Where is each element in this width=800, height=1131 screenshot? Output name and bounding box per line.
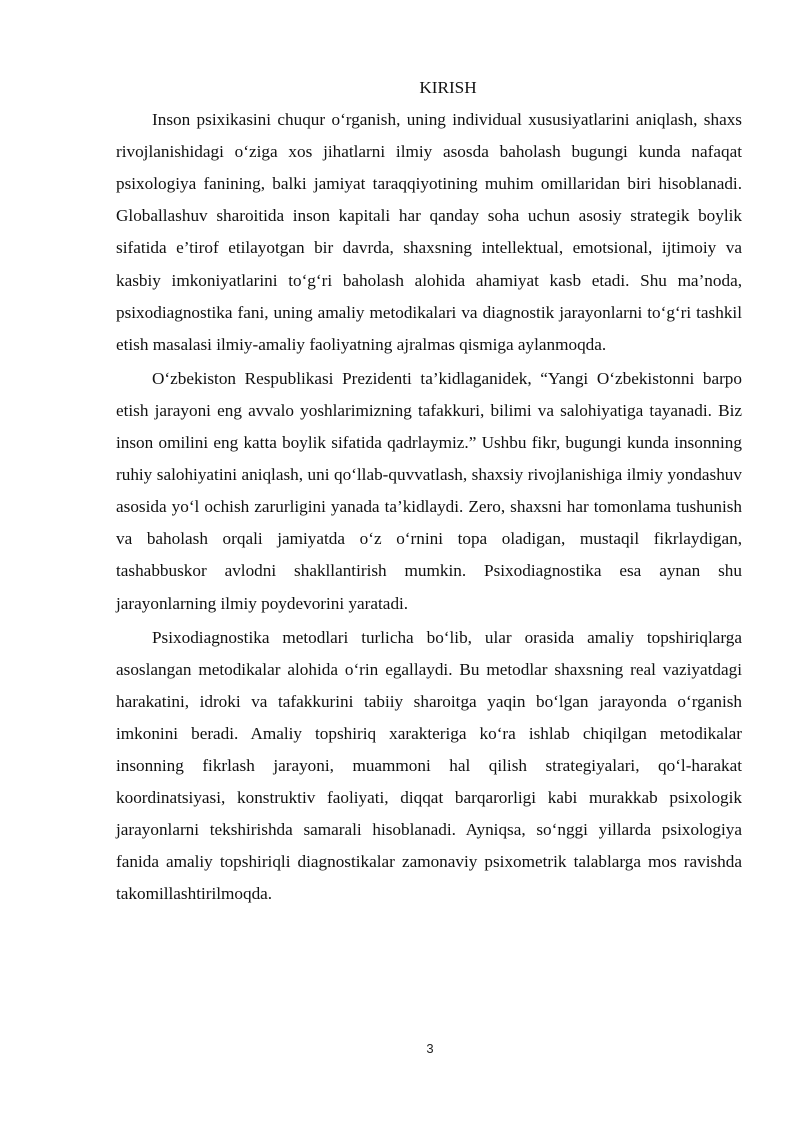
- page-content: [116, 72, 742, 912]
- page-number: 3: [426, 1041, 434, 1056]
- paragraph: Inson psixikasini chuqur o‘rganish, uning individual xususiyatlarini aniqlash, shaxs rivojlanishidagi o‘ziga xos jihatlarni ilmiy asosda baholash bugungi kunda nafaqat psixologiya fanining, balki jamiyat taraqqiyotining muhim omillaridan biri hisoblanadi. Globallashuv sharoitida inson kapitali har qanday soha uchun asosiy strategik boylik sifatida e’tirof etilayotgan bir davrda, shaxsning intellektual, emotsional, ijtimoiy va kasbiy imkoniyatlarini to‘g‘ri baholash alohida ahamiyat kasb etadi. Shu ma’noda, psixodiagnostika fani, uning amaliy metodikalari va diagnostik jarayonlarni to‘g‘ri tashkil etish masalasi ilmiy-amaliy faoliyatning ajralmas qismiga aylanmoqda.: [116, 110, 742, 354]
- section-title: KIRISH: [419, 78, 477, 97]
- paragraph: Psixodiagnostika metodlari turlicha bo‘lib, ular orasida amaliy topshiriqlarga asoslangan metodikalar alohida o‘rin egallaydi. Bu metodlar shaxsning real vaziyatdagi harakatini, idroki va tafakkurini tabiiy sharoitga yaqin bo‘lgan jarayonda o‘rganish imkonini beradi. Amaliy topshiriq xarakteriga ko‘ra ishlab chiqilgan metodikalar insonning fikrlash jarayoni, muammoni hal qilish strategiyalari, qo‘l-harakat koordinatsiyasi, konstruktiv faoliyati, diqqat barqarorligi kabi murakkab psixologik jarayonlarni tekshirishda samarali hisoblanadi. Ayniqsa, so‘nggi yillarda psixologiya fanida amaliy topshiriqli diagnostikalar zamonaviy psixometrik talablarga mos ravishda takomillashtirilmoqda.: [116, 627, 742, 904]
- paragraph: O‘zbekiston Respublikasi Prezidenti ta’kidlaganidek, “Yangi O‘zbekistonni barpo etish jarayoni eng avvalo yoshlarimizning tafakkuri, bilimi va salohiyatiga tayanadi. Biz inson omilini eng katta boylik sifatida qadrlaymiz.” Ushbu fikr, bugungi kunda insonning ruhiy salohiyatini aniqlash, uni qo‘llab-quvvatlash, shaxsiy rivojlanishiga ilmiy yondashuv asosida yo‘l ochish zarurligini yanada ta’kidlaydi. Zero, shaxsni har tomonlama tushunish va baholash orqali jamiyatda o‘z o‘rnini topa oladigan, mustaqil fikrlaydigan, tashabbuskor avlodni shakllantirish mumkin. Psixodiagnostika esa aynan shu jarayonlarning ilmiy poydevorini yaratadi.: [116, 368, 742, 613]
